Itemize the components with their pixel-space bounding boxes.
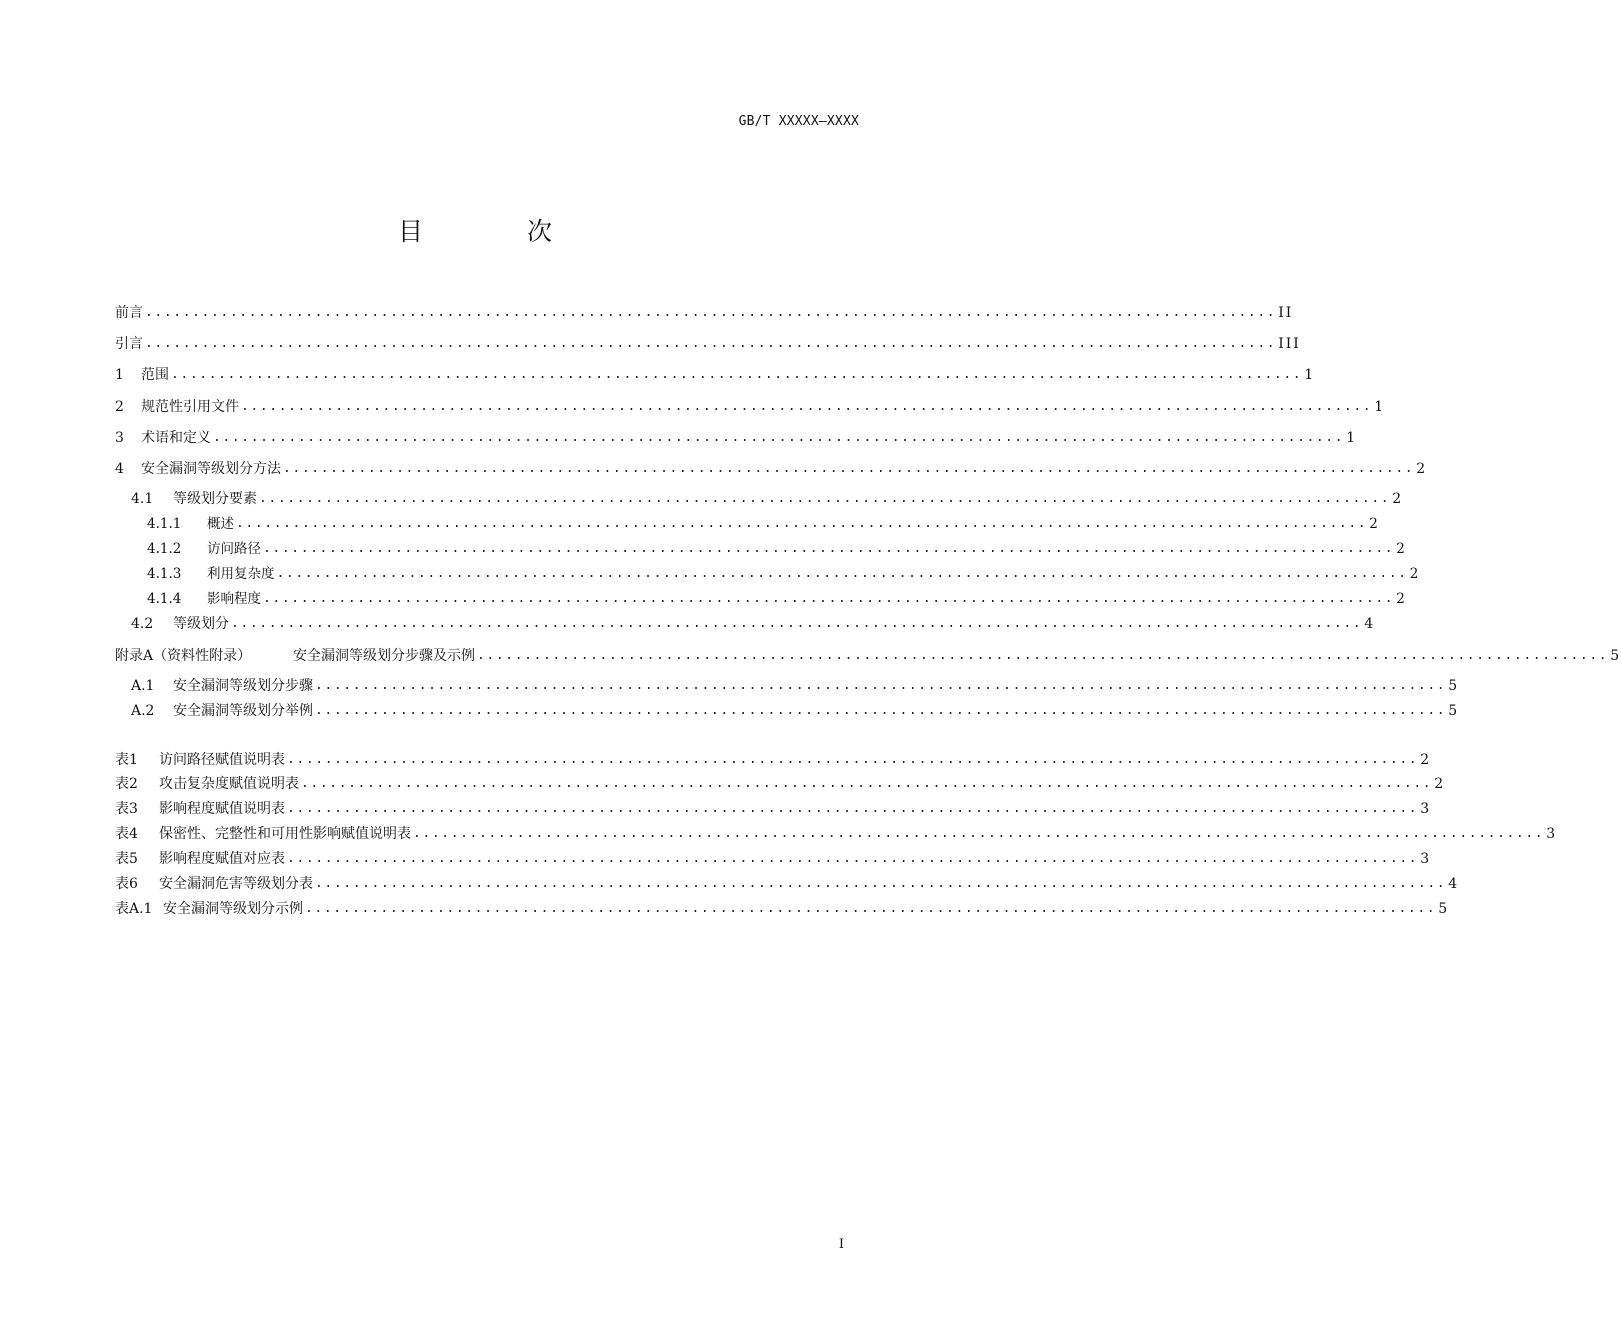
toc-entry-section-4-1-2[interactable] xyxy=(115,536,1407,558)
toc-table-entry-5[interactable] xyxy=(115,846,1432,868)
dot-leader: ........................................................................................................................ xyxy=(315,876,1447,891)
toc-entry-page: 2 xyxy=(1396,541,1407,557)
toc-entry-title: 概述 xyxy=(207,516,234,532)
toc-entry-page: 3 xyxy=(1420,801,1432,817)
toc-entry-number: 4.1.2 xyxy=(147,541,182,557)
dot-leader: ........................................................................................................................ xyxy=(283,461,1415,476)
dot-leader: ........................................................................................................................ xyxy=(276,566,1408,581)
dot-leader: ........................................................................................................................ xyxy=(145,336,1277,351)
toc-entry-page: 1 xyxy=(1346,430,1358,446)
toc-entry-section-3[interactable] xyxy=(115,425,1358,447)
toc-entry-number: 4.1 xyxy=(131,491,154,507)
dot-leader: ........................................................................................................................ xyxy=(413,826,1545,841)
toc-entry-page: 2 xyxy=(1409,566,1421,582)
dot-leader: ........................................................................................................................ xyxy=(241,399,1373,414)
toc-entry-title: 影响程度赋值对应表 xyxy=(159,851,285,867)
dot-leader: ........................................................................................................................ xyxy=(305,901,1437,916)
toc-entry-appendix-a-2[interactable] xyxy=(115,698,1460,720)
toc-table-entry-a1[interactable] xyxy=(115,896,1450,918)
toc-entry-title: 等级划分 xyxy=(173,616,229,632)
toc-entry-number: 4.1.1 xyxy=(147,516,182,532)
dot-leader: ........................................................................................................................ xyxy=(231,616,1363,631)
toc-entry-page: 5 xyxy=(1448,678,1460,694)
toc-entry-section-4[interactable] xyxy=(115,456,1428,478)
toc-entry-title: 利用复杂度 xyxy=(207,566,275,582)
dot-leader: ........................................................................................................................ xyxy=(287,752,1419,767)
toc-entry-number: 表3 xyxy=(115,801,138,817)
dot-leader: ........................................................................................................................ xyxy=(315,703,1447,718)
page-number: I xyxy=(838,1237,844,1252)
toc-entry-section-4-1-4[interactable] xyxy=(115,586,1407,608)
toc-entry-page: 3 xyxy=(1420,851,1432,867)
toc-entry-number: 表A.1 xyxy=(115,901,153,917)
dot-leader: ........................................................................................................................ xyxy=(259,491,1391,506)
toc-entry-title: 前言 xyxy=(115,305,143,321)
toc-entry-page: III xyxy=(1278,336,1301,352)
toc-entry-title: 术语和定义 xyxy=(141,430,211,446)
dot-leader: ........................................................................................................................ xyxy=(263,541,1395,556)
toc-table-entry-2[interactable] xyxy=(115,771,1446,793)
toc-entry-number: 4 xyxy=(115,461,124,477)
toc-entry-number: 3 xyxy=(115,430,124,446)
toc-entry-page: 2 xyxy=(1396,591,1407,607)
toc-entry-appendix-a[interactable] xyxy=(115,643,1621,665)
toc-entry-foreword[interactable] xyxy=(115,300,1294,322)
toc-entry-title: 攻击复杂度赋值说明表 xyxy=(159,776,299,792)
toc-entry-title: 安全漏洞等级划分步骤 xyxy=(173,678,313,694)
dot-leader: ........................................................................................................................ xyxy=(315,678,1447,693)
toc-entry-number: 4.1.3 xyxy=(147,566,182,582)
toc-entry-page: 2 xyxy=(1392,491,1404,507)
toc-entry-page: 1 xyxy=(1374,399,1386,415)
toc-entry-section-4-1-1[interactable] xyxy=(115,511,1380,533)
toc-entry-title: 影响程度 xyxy=(207,591,261,607)
toc-entry-page: 2 xyxy=(1420,752,1432,768)
toc-entry-page: 3 xyxy=(1546,826,1558,842)
toc-entry-title: 范围 xyxy=(141,367,169,383)
dot-leader: ........................................................................................................................ xyxy=(236,516,1368,531)
toc-table-entry-1[interactable] xyxy=(115,747,1432,769)
dot-leader: ........................................................................................................................ xyxy=(477,648,1609,663)
toc-entry-page: 2 xyxy=(1369,516,1380,532)
toc-entry-page: 2 xyxy=(1434,776,1446,792)
toc-entry-number: 表6 xyxy=(115,876,138,892)
toc-entry-introduction[interactable] xyxy=(115,331,1301,353)
dot-leader: ........................................................................................................................ xyxy=(263,591,1395,606)
toc-entry-number: 表5 xyxy=(115,851,138,867)
dot-leader: ........................................................................................................................ xyxy=(145,305,1277,320)
toc-table-entry-4[interactable] xyxy=(115,821,1558,843)
toc-entry-page: 5 xyxy=(1438,901,1450,917)
toc-entry-number: 附录A（资料性附录） xyxy=(115,648,252,664)
toc-entry-section-4-1-3[interactable] xyxy=(115,561,1421,583)
toc-entry-title: 安全漏洞等级划分步骤及示例 xyxy=(293,648,475,664)
toc-entry-section-4-1[interactable] xyxy=(115,486,1404,508)
toc-entry-page: 5 xyxy=(1610,648,1621,664)
toc-entry-title: 安全漏洞危害等级划分表 xyxy=(159,876,313,892)
toc-entry-title: 安全漏洞等级划分举例 xyxy=(173,703,313,719)
toc-entry-page: 1 xyxy=(1304,367,1316,383)
toc-title: 目 次 xyxy=(398,217,600,246)
toc-entry-section-4-2[interactable] xyxy=(115,611,1376,633)
toc-entry-number: 表2 xyxy=(115,776,138,792)
toc-entry-page: 5 xyxy=(1448,703,1460,719)
toc-entry-title: 影响程度赋值说明表 xyxy=(159,801,285,817)
dot-leader: ........................................................................................................................ xyxy=(287,801,1419,816)
toc-entry-title: 保密性、完整性和可用性影响赋值说明表 xyxy=(159,826,411,842)
toc-entry-number: 表4 xyxy=(115,826,138,842)
toc-entry-number: 2 xyxy=(115,399,124,415)
toc-entry-title: 规范性引用文件 xyxy=(141,399,239,415)
standard-number: GB/T XXXXX—XXXX xyxy=(738,114,859,129)
dot-leader: ........................................................................................................................ xyxy=(287,851,1419,866)
dot-leader: ........................................................................................................................ xyxy=(301,776,1433,791)
toc-entry-title: 等级划分要素 xyxy=(173,491,257,507)
toc-table-entry-6[interactable] xyxy=(115,871,1460,893)
toc-entry-number: 4.2 xyxy=(131,616,154,632)
toc-entry-number: 4.1.4 xyxy=(147,591,182,607)
toc-entry-number: 表1 xyxy=(115,752,138,768)
toc-entry-appendix-a-1[interactable] xyxy=(115,673,1460,695)
dot-leader: ........................................................................................................................ xyxy=(213,430,1345,445)
toc-entry-title: 访问路径 xyxy=(207,541,261,557)
toc-entry-page: 4 xyxy=(1364,616,1376,632)
dot-leader: ........................................................................................................................ xyxy=(171,367,1303,382)
toc-entry-number: 1 xyxy=(115,367,124,383)
toc-entry-number: A.1 xyxy=(131,678,155,694)
toc-entry-title: 安全漏洞等级划分方法 xyxy=(141,461,281,477)
toc-entry-section-2[interactable] xyxy=(115,394,1386,416)
toc-entry-section-1[interactable] xyxy=(115,362,1316,384)
toc-entry-title: 安全漏洞等级划分示例 xyxy=(163,901,303,917)
toc-entry-number: A.2 xyxy=(131,703,155,719)
toc-entry-title: 访问路径赋值说明表 xyxy=(159,752,285,768)
toc-table-entry-3[interactable] xyxy=(115,796,1432,818)
toc-entry-page: II xyxy=(1278,305,1294,321)
toc-entry-page: 4 xyxy=(1448,876,1460,892)
toc-entry-title: 引言 xyxy=(115,336,143,352)
toc-entry-page: 2 xyxy=(1416,461,1428,477)
